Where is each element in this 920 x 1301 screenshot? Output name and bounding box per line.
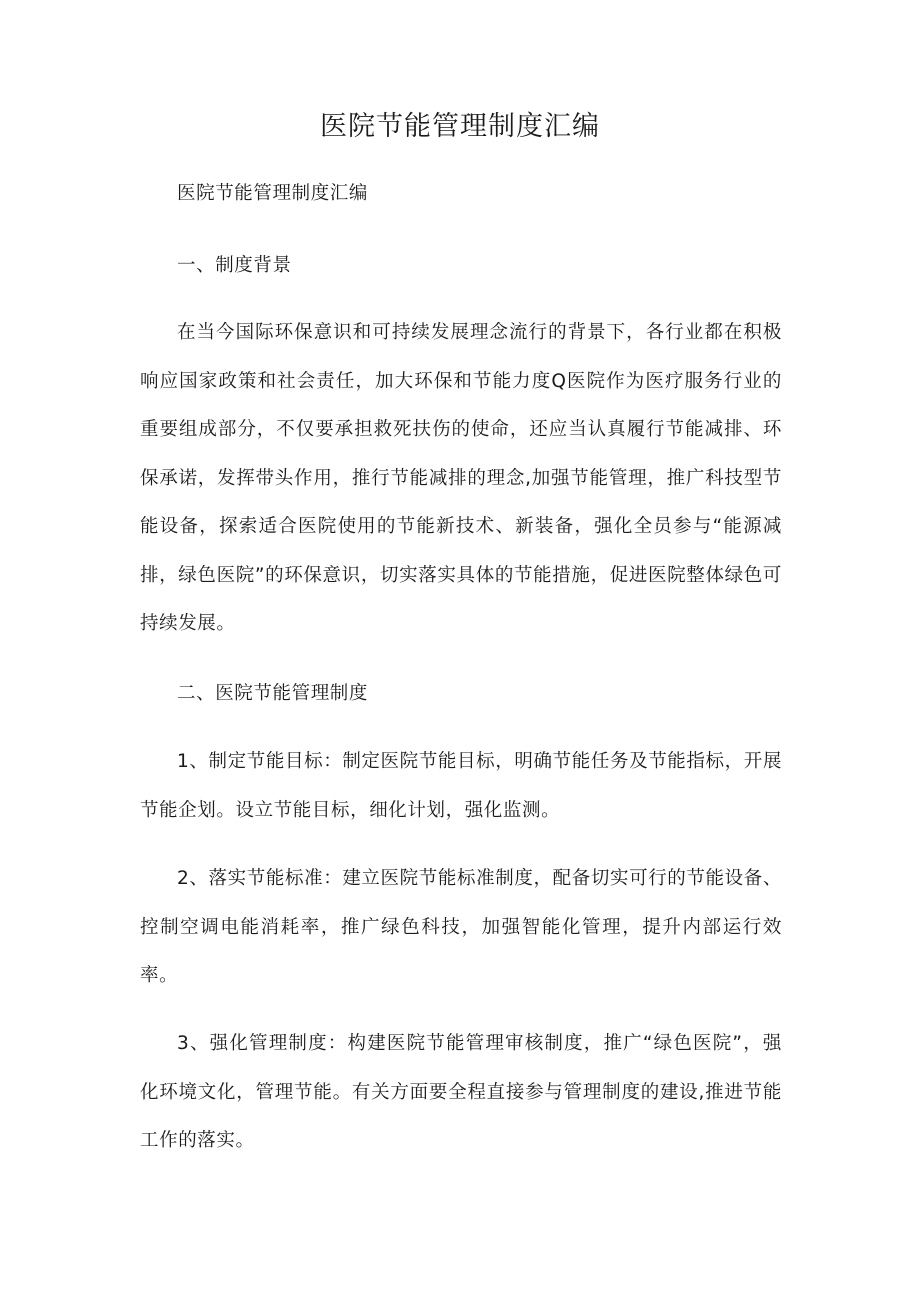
section-heading-management: 二、医院节能管理制度: [177, 683, 369, 704]
list-item: 3、强化管理制度：构建医院节能管理审核制度，推广“绿色医院”，强化环境文化，管理节能。有关方面要全程直接参与管理制度的建设,推进节能工作的落实。: [140, 1033, 782, 1151]
background-paragraph: 在当今国际环保意识和可持续发展理念流行的背景下，各行业都在积极响应国家政策和社会责任，加大环保和节能力度Q医院作为医疗服务行业的重要组成部分，不仅要承担救死扶伤的使命，还应当认真履行节能减排、环保承诺，发挥带头作用，推行节能减排的理念,加强节能管理，推广科技型节能设备，探索适合医院使用的节能新技术、新装备，强化全员参与“能源减排，绿色医院”的环保意识，切实落实具体的节能措施，促进医院整体绿色可持续发展。: [140, 322, 782, 634]
document-title: 医院节能管理制度汇编: [320, 111, 600, 142]
section-heading-background: 一、制度背景: [177, 255, 292, 276]
list-item: 2、落实节能标准：建立医院节能标准制度，配备切实可行的节能设备、控制空调电能消耗率，推广绿色科技，加强智能化管理，提升内部运行效率。: [140, 868, 782, 986]
list-item: 1、制定节能目标：制定医院节能目标，明确节能任务及节能指标，开展节能企划。设立节能目标，细化计划，强化监测。: [140, 751, 782, 821]
document-subtitle: 医院节能管理制度汇编: [177, 183, 369, 204]
